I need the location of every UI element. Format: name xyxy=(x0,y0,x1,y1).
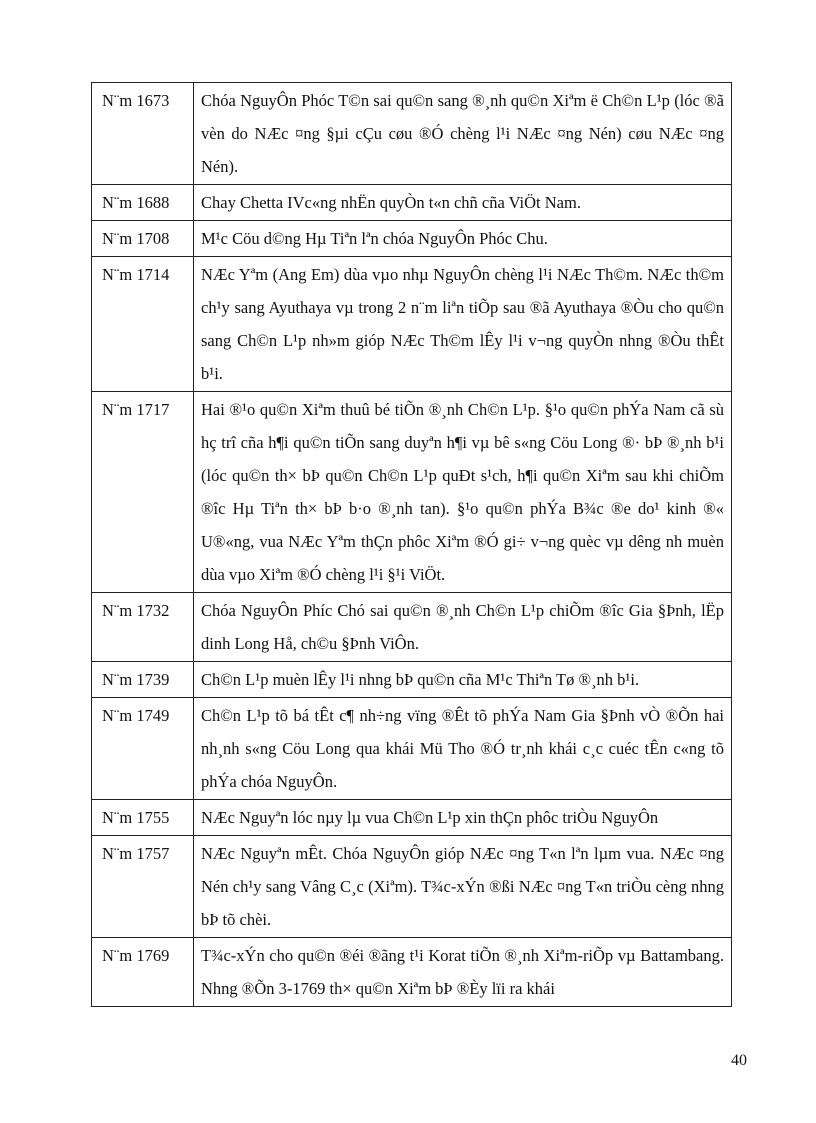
event-cell: NÆc Nguyªn lóc nµy lµ vua Ch©n L¹p xin thÇn phôc triÒu NguyÔn xyxy=(194,800,732,836)
table-row xyxy=(92,800,732,836)
year-cell: N¨m 1673 xyxy=(92,83,194,185)
event-cell: Chay Chetta IVc«ng nhËn quyÒn t«n chñ cña ViÖt Nam. xyxy=(194,185,732,221)
event-cell: T¾c-xÝn cho qu©n ®éi ®ãng t¹i Korat tiÕn ®¸nh Xiªm-riÕp vµ Battambang. Nhng ®Õn 3-1769 th× qu©n Xiªm bÞ ®Èy lïi ra khái xyxy=(194,938,732,1007)
table-row xyxy=(92,392,732,593)
year-cell: N¨m 1769 xyxy=(92,938,194,1007)
table-row xyxy=(92,257,732,392)
table-row xyxy=(92,185,732,221)
table-row xyxy=(92,83,732,185)
chronology-table xyxy=(91,82,732,1007)
event-cell: Ch©n L¹p muèn lÊy l¹i nhng bÞ qu©n cña M¹c Thiªn Tø ®¸nh b¹i. xyxy=(194,662,732,698)
page-number: 40 xyxy=(731,1052,747,1069)
year-cell: N¨m 1757 xyxy=(92,836,194,938)
event-cell: NÆc Yªm (Ang Em) dùa vµo nhµ NguyÔn chèng l¹i NÆc Th©m. NÆc th©m ch¹y sang Ayuthaya vµ trong 2 n¨m liªn tiÕp sau ®ã Ayuthaya ®Òu cho qu©n sang Ch©n L¹p nh»m gióp NÆc Th©m lÊy l¹i v¬ng quyÒn nhng ®Òu thÊt b¹i. xyxy=(194,257,732,392)
year-cell: N¨m 1749 xyxy=(92,698,194,800)
year-cell: N¨m 1732 xyxy=(92,593,194,662)
table-row xyxy=(92,221,732,257)
year-cell: N¨m 1688 xyxy=(92,185,194,221)
table-row xyxy=(92,836,732,938)
event-cell: Chóa NguyÔn Phíc Chó sai qu©n ®¸nh Ch©n L¹p chiÕm ®îc Gia §Þnh, lËp dinh Long Hå, ch©u §Þnh ViÔn. xyxy=(194,593,732,662)
event-cell: Hai ®¹o qu©n Xiªm thuû bé tiÕn ®¸nh Ch©n L¹p. §¹o qu©n phÝa Nam cã sù hç trî cña h¶i qu©n tiÕn sang duyªn h¶i vµ bê s«ng Cöu Long ®· bÞ ®¸nh b¹i (lóc qu©n th× bÞ qu©n Ch©n L¹p quÐt s¹ch, h¶i qu©n Xiªm sau khi chiÕm ®îc Hµ Tiªn th× bÞ b·o ®¸nh tan). §¹o qu©n phÝa B¾c ®e do¹ kinh ®« U®«ng, vua NÆc Yªm thÇn phôc Xiªm ®Ó gi÷ v¬ng quèc vµ dêng nh muèn dùa vµo Xiªm ®Ó chèng l¹i §¹i ViÖt. xyxy=(194,392,732,593)
event-cell: Ch©n L¹p tõ bá tÊt c¶ nh÷ng vïng ®Êt tõ phÝa Nam Gia §Þnh vÒ ®Õn hai nh¸nh s«ng Cöu Long qua khái Mü Tho ®Ó tr¸nh khái c¸c cuéc tÊn c«ng tõ phÝa chóa NguyÔn. xyxy=(194,698,732,800)
event-cell: Chóa NguyÔn Phóc T©n sai qu©n sang ®¸nh qu©n Xiªm ë Ch©n L¹p (lóc ®ã vèn do NÆc ¤ng §µi cÇu cøu ®Ó chèng l¹i NÆc ¤ng Nén) cøu NÆc ¤ng Nén). xyxy=(194,83,732,185)
table-row xyxy=(92,662,732,698)
event-cell: M¹c Cöu d©ng Hµ Tiªn lªn chóa NguyÔn Phóc Chu. xyxy=(194,221,732,257)
year-cell: N¨m 1755 xyxy=(92,800,194,836)
year-cell: N¨m 1708 xyxy=(92,221,194,257)
year-cell: N¨m 1714 xyxy=(92,257,194,392)
table-row xyxy=(92,938,732,1007)
year-cell: N¨m 1717 xyxy=(92,392,194,593)
table-row xyxy=(92,698,732,800)
year-cell: N¨m 1739 xyxy=(92,662,194,698)
event-cell: NÆc Nguyªn mÊt. Chóa NguyÔn gióp NÆc ¤ng T«n lªn lµm vua. NÆc ¤ng Nén ch¹y sang Vâng C¸c (Xiªm). T¾c-xÝn ®ßi NÆc ¤ng T«n triÒu cèng nhng bÞ tõ chèi. xyxy=(194,836,732,938)
table-row xyxy=(92,593,732,662)
